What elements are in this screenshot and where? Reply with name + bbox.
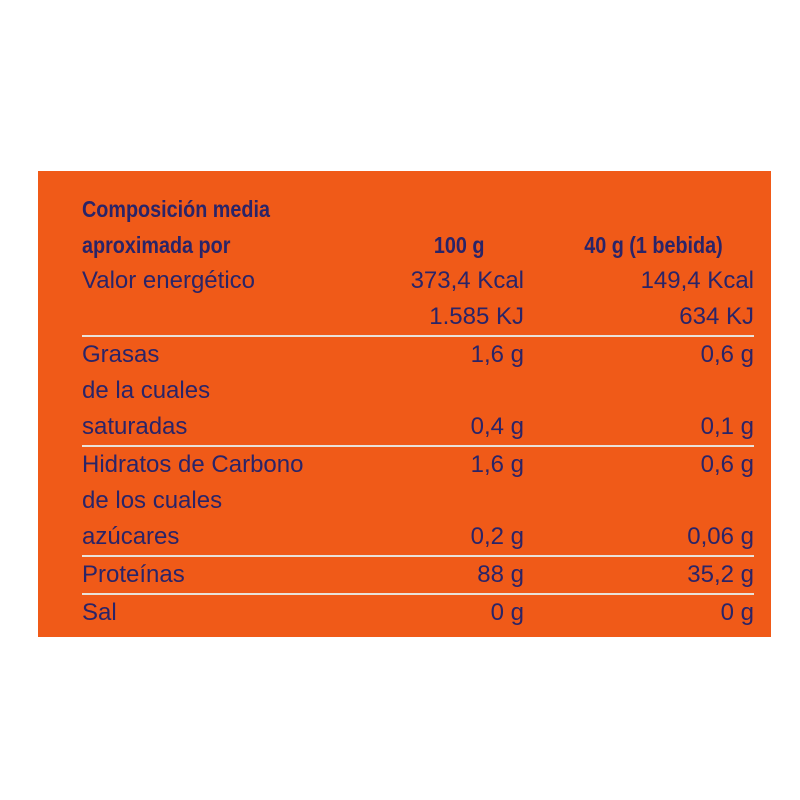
row-value-serving: 149,4 Kcal <box>640 267 754 294</box>
header-label: aproximada por <box>82 232 231 258</box>
row-label: azúcares <box>82 523 180 550</box>
table-title-row <box>82 191 754 227</box>
row-label: Proteínas <box>82 561 185 588</box>
row-label: Sal <box>82 599 117 626</box>
nutrition-table <box>82 191 754 631</box>
row-energy-kcal <box>82 263 754 299</box>
row-value-100g: 1,6 g <box>470 451 524 478</box>
row-value-serving: 0,06 g <box>687 523 754 550</box>
row-value-serving: 0,6 g <box>700 341 754 368</box>
header-col-100g: 100 g <box>433 232 485 258</box>
row-value-serving: 0 g <box>720 599 754 626</box>
row-salt <box>82 593 754 631</box>
row-value-100g: 1.585 KJ <box>429 303 524 330</box>
row-label: de los cuales <box>82 487 223 514</box>
row-protein <box>82 555 754 593</box>
table-title: Composición media <box>82 196 270 222</box>
row-label: Valor energético <box>82 267 255 294</box>
row-value-100g: 88 g <box>477 561 524 588</box>
row-value-100g: 1,6 g <box>470 341 524 368</box>
row-value-serving: 634 KJ <box>679 303 754 330</box>
row-fat-sub-label <box>82 373 754 409</box>
row-value-serving: 0,1 g <box>700 413 754 440</box>
table-header-row <box>82 227 754 263</box>
nutrition-panel <box>38 171 771 637</box>
row-label: Hidratos de Carbono <box>82 451 304 478</box>
row-value-serving: 35,2 g <box>687 561 754 588</box>
row-value-100g: 0 g <box>490 599 524 626</box>
row-value-100g: 373,4 Kcal <box>410 267 524 294</box>
row-carbs-sub-label <box>82 483 754 519</box>
row-carbohydrates <box>82 445 754 483</box>
row-label: Grasas <box>82 341 160 368</box>
row-energy-kj <box>82 299 754 335</box>
header-col-serving: 40 g (1 bebida) <box>584 232 723 258</box>
row-value-100g: 0,2 g <box>470 523 524 550</box>
row-value-serving: 0,6 g <box>700 451 754 478</box>
row-label: saturadas <box>82 413 188 440</box>
row-fat <box>82 335 754 373</box>
row-saturated <box>82 409 754 445</box>
row-label: de la cuales <box>82 377 211 404</box>
row-value-100g: 0,4 g <box>470 413 524 440</box>
row-sugars <box>82 519 754 555</box>
